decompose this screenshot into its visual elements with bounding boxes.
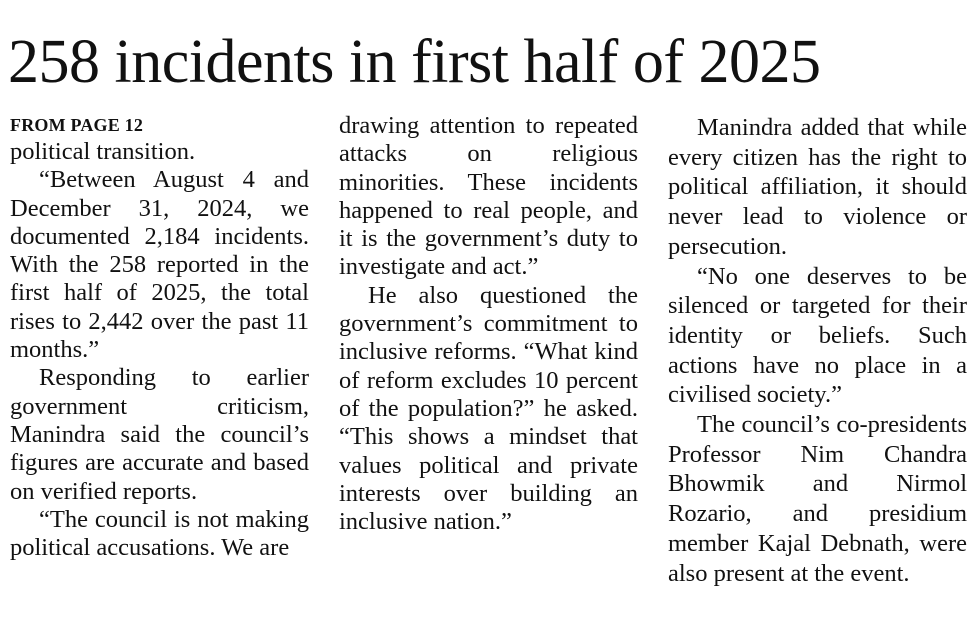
article-paragraph: Manindra added that while every citizen has the right to political affiliation, it should never lead to violence or persecution. [668,114,967,260]
article-paragraph: “Between August 4 and December 31, 2024, we documented 2,184 incidents. With the 258 reported in the first half of 2025, the total rises to 2,442 over the past 11 months.” [10,166,309,364]
article-paragraph: Responding to earlier government criticism, Manindra said the council’s figures are accurate and based on verified reports. [10,364,309,505]
article-paragraph: political transition. [10,138,196,165]
article-column-1 [10,112,309,562]
article-column-2 [339,112,638,536]
article-column-3 [668,113,967,588]
headline: 258 incidents in first half of 2025 [8,28,821,96]
article-paragraph: drawing attention to repeated attacks on religious minorities. These incidents happened to real people, and it is the government’s duty to investigate and act.” [339,112,638,281]
article-paragraph: “The council is not making political accusations. We are [10,505,309,562]
jump-line: FROM PAGE 12 [10,115,144,135]
article-paragraph: “No one deserves to be silenced or targeted for their identity or beliefs. Such actions have no place in a civilised society.” [668,262,967,409]
article-paragraph: The council’s co-presidents Professor Nim Chandra Bhowmik and Nirmol Rozario, and presidium member Kajal Debnath, were also present at the event. [668,411,967,587]
article-paragraph: He also questioned the government’s commitment to inclusive reforms. “What kind of reform excludes 10 percent of the population?” he asked. “This shows a mindset that values political and private interests over building an inclusive nation.” [339,281,638,536]
